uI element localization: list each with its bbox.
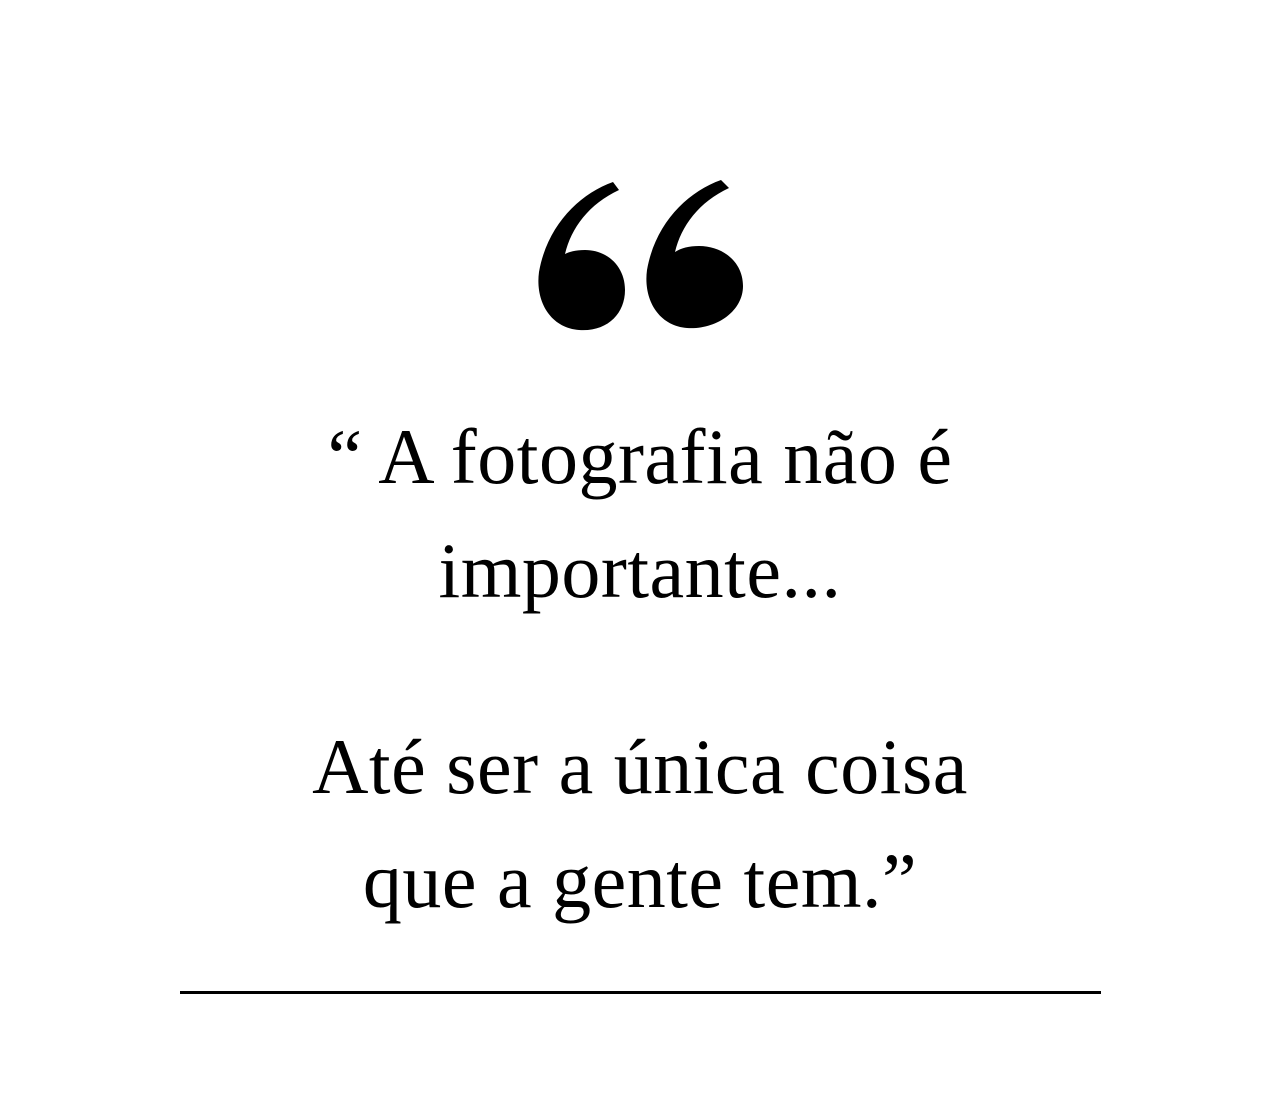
quote-line-2: importante... xyxy=(438,527,842,614)
quote-line-3: Até ser a única coisa xyxy=(312,723,968,810)
quote-line-4: que a gente tem.” xyxy=(362,837,918,924)
quote-line-1: “ A fotografia não é xyxy=(327,413,953,500)
opening-quote-icon xyxy=(533,176,747,332)
divider-line xyxy=(180,991,1101,994)
